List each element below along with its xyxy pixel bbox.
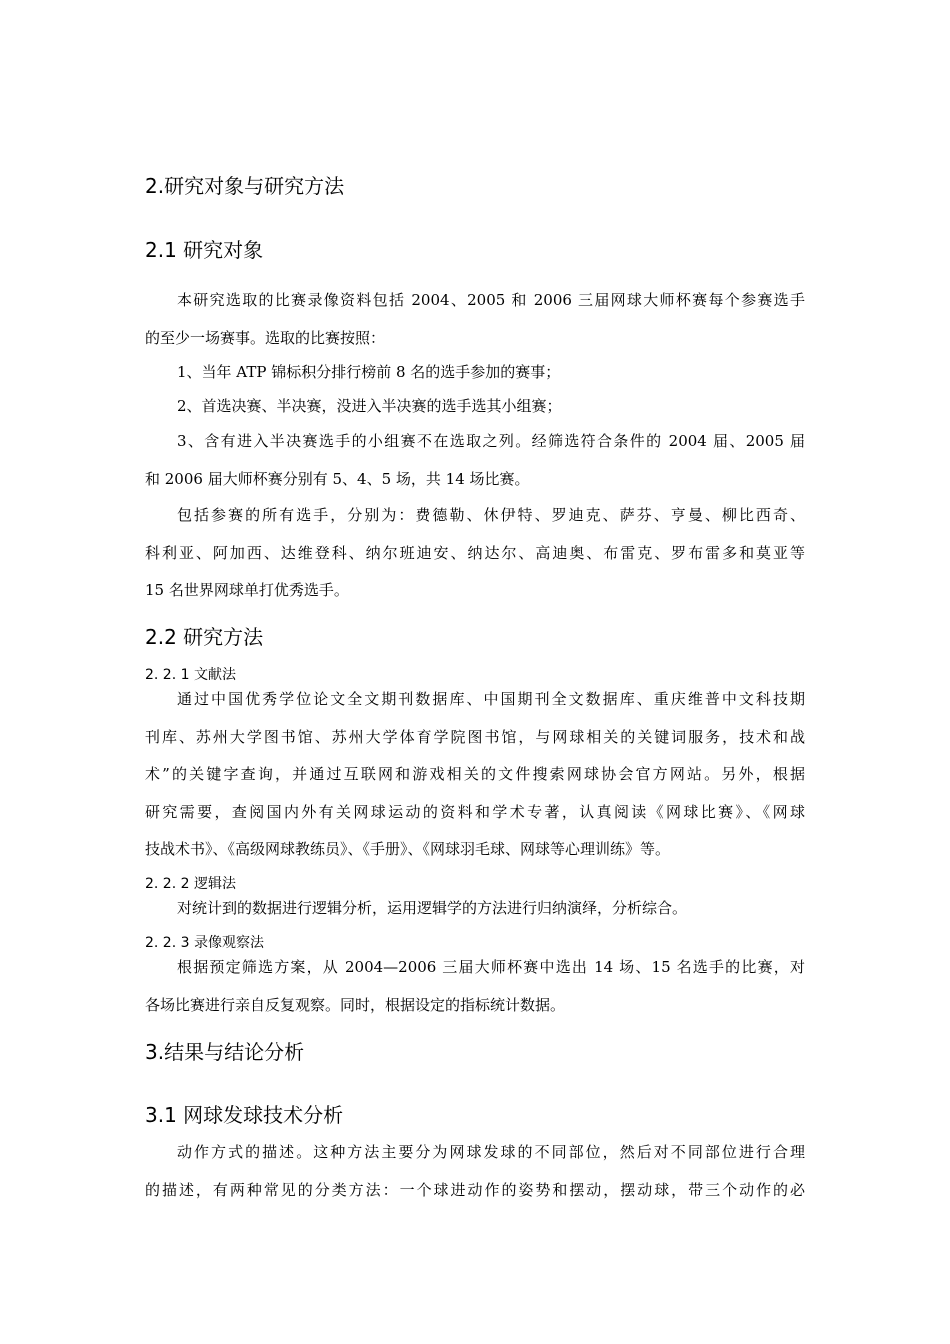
paragraph-line: 的至少一场赛事。选取的比赛按照： (145, 329, 386, 347)
method-3-heading: 2. 2. 3 录像观察法 (145, 935, 264, 951)
paragraph-line: 各场比赛进行亲自反复观察。同时，根据设定的指标统计数据。 (145, 996, 566, 1014)
criteria-item: 3、含有进入半决赛选手的小组赛不在选取之列。经筛选符合条件的 2004 届、2005 届 (177, 432, 805, 450)
section-3-1-heading: 3.1 网球发球技术分析 (145, 1103, 344, 1127)
paragraph-line: 科利亚、阿加西、达维登科、纳尔班迪安、纳达尔、高迪奥、布雷克、罗布雷多和莫亚等 (145, 544, 805, 562)
paragraph-line: 对统计到的数据进行逻辑分析，运用逻辑学的方法进行归纳演绎，分析综合。 (177, 899, 688, 917)
paragraph-line: 包括参赛的所有选手，分别为：费德勒、休伊特、罗迪克、萨芬、亨曼、柳比西奇、 (177, 506, 805, 524)
paragraph-line: 技战术书》、《高级网球教练员》、《手册》、《网球羽毛球、网球等心理训练》等。 (145, 840, 671, 858)
section-2-2-heading: 2.2 研究方法 (145, 625, 264, 649)
paragraph-line: 通过中国优秀学位论文全文期刊数据库、中国期刊全文数据库、重庆维普中文科技期 (177, 690, 805, 708)
paragraph-line: 15 名世界网球单打优秀选手。 (145, 581, 349, 599)
paragraph-line: 术”的关键字查询，并通过互联网和游戏相关的文件搜索网球协会官方网站。另外，根据 (145, 765, 805, 783)
method-2-heading: 2. 2. 2 逻辑法 (145, 876, 236, 892)
paragraph-line: 的描述，有两种常见的分类方法：一个球进动作的姿势和摆动，摆动球，带三个动作的必 (145, 1181, 805, 1199)
section-2-heading: 2.研究对象与研究方法 (145, 174, 345, 198)
paragraph-line: 刊库、苏州大学图书馆、苏州大学体育学院图书馆，与网球相关的关键词服务，技术和战 (145, 728, 805, 746)
method-1-heading: 2. 2. 1 文献法 (145, 667, 236, 683)
section-3-heading: 3.结果与结论分析 (145, 1040, 305, 1064)
criteria-item: 1、当年 ATP 锦标积分排行榜前 8 名的选手参加的赛事； (177, 363, 561, 381)
paragraph-line: 根据预定筛选方案，从 2004—2006 三届大师杯赛中选出 14 场、15 名选手的比赛，对 (177, 958, 805, 976)
criteria-item: 和 2006 届大师杯赛分别有 5、4、5 场，共 14 场比赛。 (145, 470, 530, 488)
section-2-1-heading: 2.1 研究对象 (145, 238, 264, 262)
paragraph-line: 研究需要，查阅国内外有关网球运动的资料和学术专著，认真阅读《网球比赛》、《网球 (145, 803, 805, 821)
paragraph-line: 动作方式的描述。这种方法主要分为网球发球的不同部位，然后对不同部位进行合理 (177, 1143, 805, 1161)
criteria-item: 2、首选决赛、半决赛，没进入半决赛的选手选其小组赛； (177, 397, 562, 415)
paragraph-line: 本研究选取的比赛录像资料包括 2004、2005 和 2006 三届网球大师杯赛每个参赛选手 (177, 291, 805, 309)
